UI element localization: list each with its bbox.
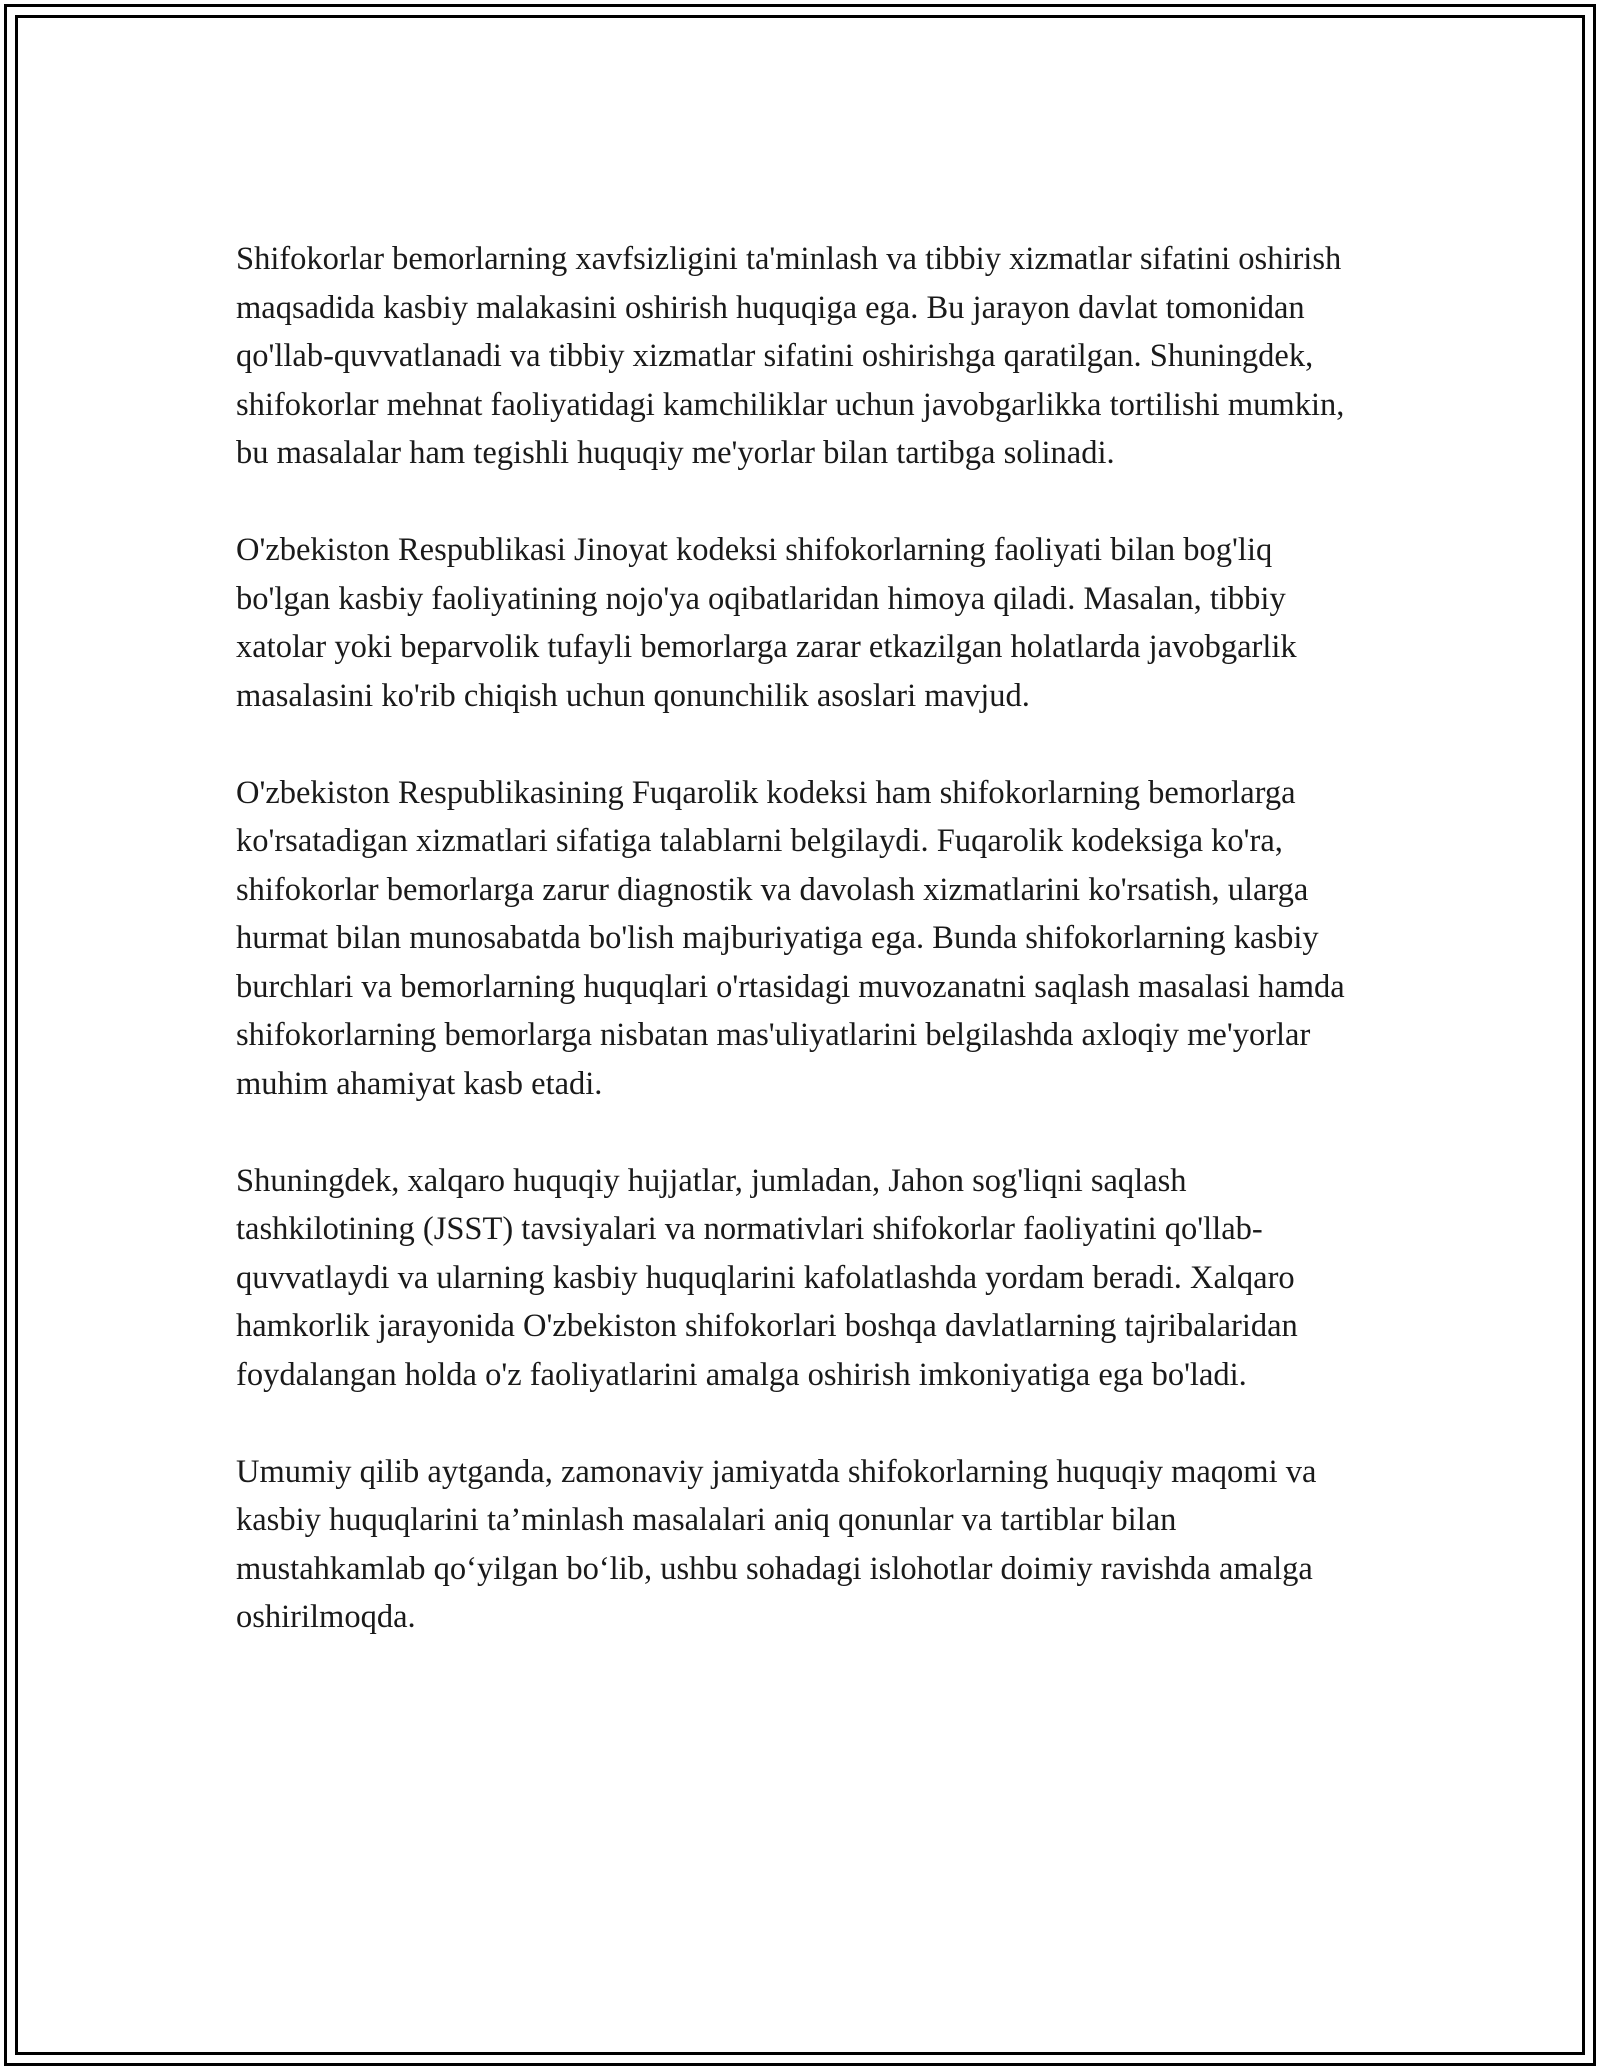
document-body (236, 235, 1366, 1690)
paragraph-5: Umumiy qilib aytganda, zamonaviy jamiyatda shifokorlarning huquqiy maqomi va kasbiy huquqlarini ta’minlash masalalari aniq qonunlar va tartiblar bilan mustahkamlab qo‘yilgan bo‘lib, ushbu sohadagi islohotlar doimiy ravishda amalga oshirilmoqda. (236, 1453, 1317, 1635)
paragraph-1: Shifokorlar bemorlarning xavfsizligini ta'minlash va tibbiy xizmatlar sifatini oshirish maqsadida kasbiy malakasini oshirish huquqiga ega. Bu jarayon davlat tomonidan qo'llab-quvvatlanadi va tibbiy xizmatlar sifatini oshirishga qaratilgan. Shuningdek, shifokorlar mehnat faoliyatidagi kamchiliklar uchun javobgarlikka tortilishi mumkin, bu masalalar ham tegishli huquqiy me'yorlar bilan tartibga solinadi. (236, 241, 1345, 471)
paragraph-3: O'zbekiston Respublikasining Fuqarolik kodeksi ham shifokorlarning bemorlarga ko'rsatadigan xizmatlari sifatiga talablarni belgilaydi. Fuqarolik kodeksiga ko'ra, shifokorlar bemorlarga zarur diagnostik va davolash xizmatlarini ko'rsatish, ularga hurmat bilan munosabatda bo'lish majburiyatiga ega. Bunda shifokorlarning kasbiy burchlari va bemorlarning huquqlari o'rtasidagi muvozanatni saqlash masalasi hamda shifokorlarning bemorlarga nisbatan mas'uliyatlarini belgilashda axloqiy me'yorlar muhim ahamiyat kasb etadi. (236, 774, 1345, 1102)
paragraph-4: Shuningdek, xalqaro huquqiy hujjatlar, jumladan, Jahon sog'liqni saqlash tashkilotining (JSST) tavsiyalari va normativlari shifokorlar faoliyatini qo'llab-quvvatlaydi va ularning kasbiy huquqlarini kafolatlashda yordam beradi. Xalqaro hamkorlik jarayonida O'zbekiston shifokorlari boshqa davlatlarning tajribalaridan foydalangan holda o'z faoliyatlarini amalga oshirish imkoniyatiga ega bo'ladi. (236, 1162, 1298, 1393)
paragraph-2: O'zbekiston Respublikasi Jinoyat kodeksi shifokorlarning faoliyati bilan bog'liq bo'lgan kasbiy faoliyatining nojo'ya oqibatlaridan himoya qiladi. Masalan, tibbiy xatolar yoki beparvolik tufayli bemorlarga zarar etkazilgan holatlarda javobgarlik masalasini ko'rib chiqish uchun qonunchilik asoslari mavjud. (236, 532, 1297, 714)
